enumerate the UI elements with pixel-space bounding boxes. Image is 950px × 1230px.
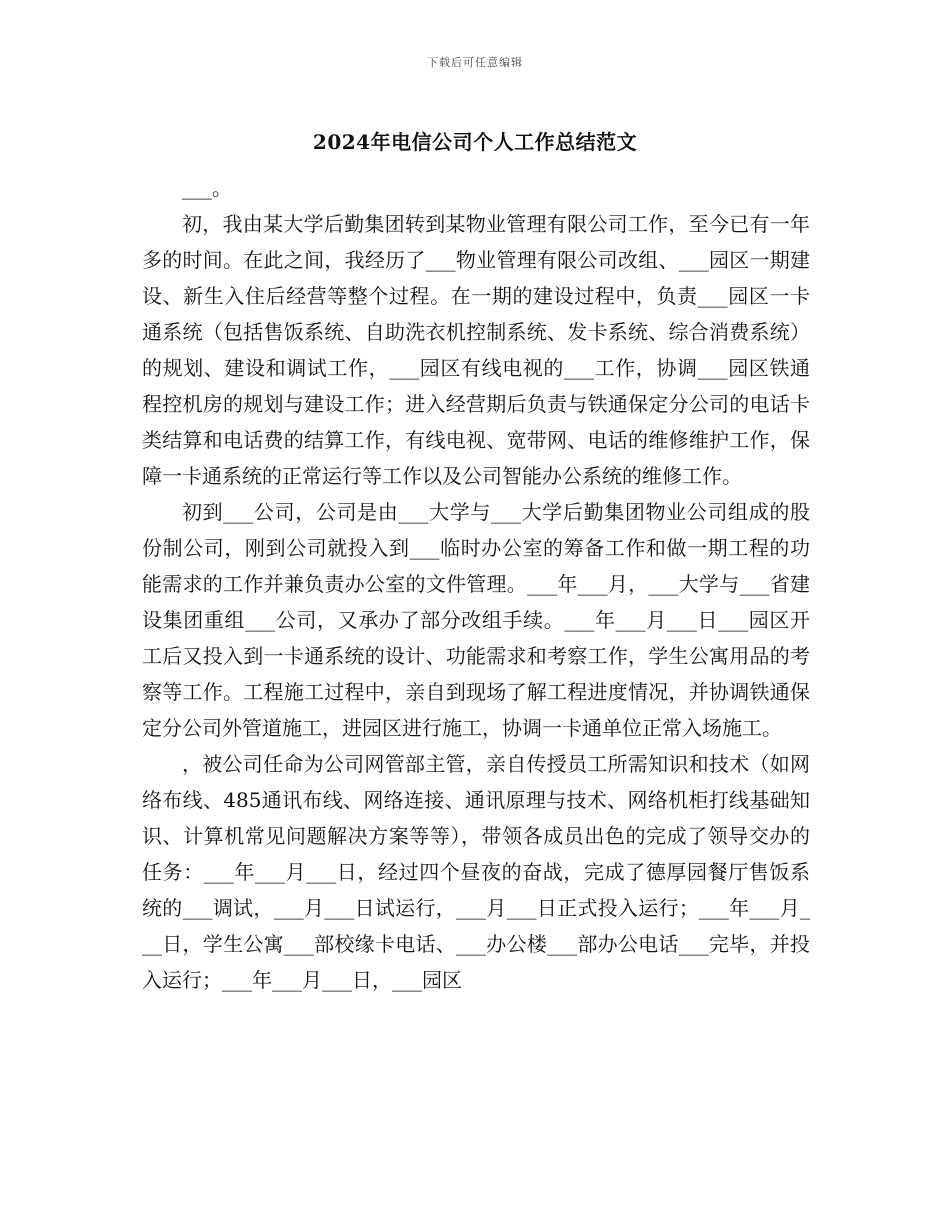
paragraph-4: ，被公司任命为公司网管部主管，亲自传授员工所需知识和技术（如网络布线、485通讯布线、网络连接、通讯原理与技术、网络机柜打线基础知识、计算机常见问题解决方案等等），带领各成员出色的完成了领导交办的任务：___年___月___日，经过四个昼夜的奋战，完成了德厚园餐厅售饭系统的___调试，___月___日试运行，___月___日正式投入运行；___年___月___日，学生公寓___部校缘卡电话、___办公楼___部办公电话___完毕，并投入运行；___年___月___日，___园区 xyxy=(142,752,810,992)
page-header-note: 下载后可任意编辑 xyxy=(427,56,523,69)
paragraph-3: 初到___公司，公司是由___大学与___大学后勤集团物业公司组成的股份制公司，刚到公司就投入到___临时办公室的筹备工作和做一期工程的功能需求的工作并兼负责办公室的文件管理。___年___月，___大学与___省建设集团重组___公司，又承办了部分改组手续。___年___月___日___园区开工后又投入到一卡通系统的设计、功能需求和考察工作，学生公寓用品的考察等工作。工程施工过程中，亲自到现场了解工程进度情况，并协调铁通保定分公司外管道施工，进园区进行施工，协调一卡通单位正常入场施工。 xyxy=(142,500,810,740)
document-title: 2024年电信公司个人工作总结范文 xyxy=(312,130,638,154)
paragraph-1: ___。 xyxy=(182,176,232,200)
paragraph-2: 初，我由某大学后勤集团转到某物业管理有限公司工作，至今已有一年多的时间。在此之间，我经历了___物业管理有限公司改组、___园区一期建设、新生入住后经营等整个过程。在一期的建设过程中，负责___园区一卡通系统（包括售饭系统、自助洗衣机控制系统、发卡系统、综合消费系统）的规划、建设和调试工作，___园区有线电视的___工作，协调___园区铁通程控机房的规划与建设工作；进入经营期后负责与铁通保定分公司的电话卡类结算和电话费的结算工作，有线电视、宽带网、电话的维修维护工作，保障一卡通系统的正常运行等工作以及公司智能办公系统的维修工作。 xyxy=(142,212,810,488)
document-body xyxy=(142,170,810,998)
